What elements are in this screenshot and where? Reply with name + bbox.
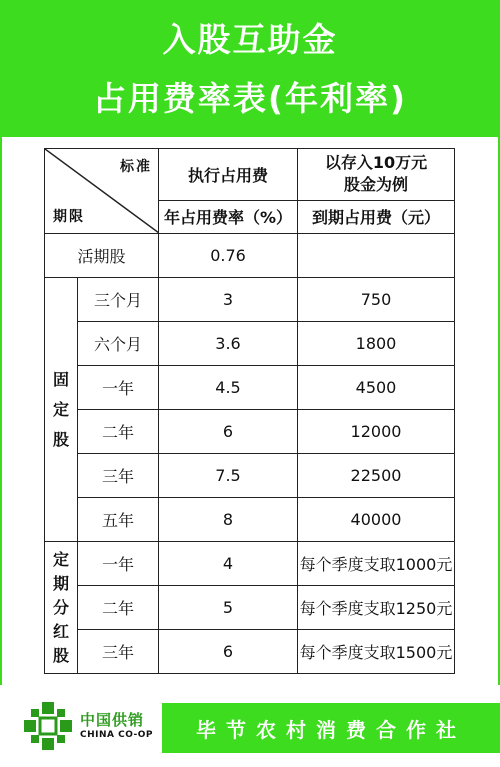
table-row xyxy=(45,586,455,630)
col-header-example-top xyxy=(298,149,455,201)
dividend-share-group-label xyxy=(45,542,78,674)
logo-text-cn: 中国供销 xyxy=(80,711,145,729)
fee-cell: 每个季度支取1250元 xyxy=(298,586,455,630)
rate-cell: 3.6 xyxy=(159,322,298,366)
fee-cell: 22500 xyxy=(298,454,455,498)
fee-cell xyxy=(298,234,455,278)
table-row xyxy=(45,322,455,366)
title-line-2: 占用费率表(年利率) xyxy=(92,79,408,118)
china-coop-logo-icon xyxy=(22,700,74,752)
term-cell: 活期股 xyxy=(45,234,159,278)
group-char: 定 xyxy=(52,399,69,419)
left-border-stripe xyxy=(0,137,2,685)
group-char: 股 xyxy=(52,645,69,665)
group-char: 定 xyxy=(52,549,69,569)
term-cell: 二年 xyxy=(78,410,159,454)
rate-cell: 4 xyxy=(159,542,298,586)
group-char: 固 xyxy=(52,369,69,389)
rate-table xyxy=(44,148,455,674)
fixed-share-group-label xyxy=(45,278,78,542)
term-cell: 二年 xyxy=(78,586,159,630)
group-char: 期 xyxy=(52,573,69,593)
fee-cell: 每个季度支取1000元 xyxy=(298,542,455,586)
table-row xyxy=(45,542,455,586)
group-char: 分 xyxy=(52,597,69,617)
term-cell: 一年 xyxy=(78,542,159,586)
term-cell: 六个月 xyxy=(78,322,159,366)
fee-cell: 12000 xyxy=(298,410,455,454)
fee-cell: 每个季度支取1500元 xyxy=(298,630,455,674)
org-name-banner: 毕节农村消费合作社 xyxy=(162,703,500,753)
footer xyxy=(0,685,500,767)
corner-header-cell xyxy=(45,149,159,234)
group-char: 股 xyxy=(52,429,69,449)
fee-cell: 40000 xyxy=(298,498,455,542)
rate-cell: 0.76 xyxy=(159,234,298,278)
rate-cell: 7.5 xyxy=(159,454,298,498)
fee-cell: 4500 xyxy=(298,366,455,410)
table-row xyxy=(45,454,455,498)
table-row xyxy=(45,410,455,454)
term-cell: 一年 xyxy=(78,366,159,410)
title-banner xyxy=(0,0,500,137)
rate-cell: 6 xyxy=(159,410,298,454)
corner-term-label: 期限 xyxy=(53,209,85,225)
rate-cell: 5 xyxy=(159,586,298,630)
logo-text-en: CHINA CO-OP xyxy=(80,730,154,740)
rate-cell: 3 xyxy=(159,278,298,322)
col-header-rate-top: 执行占用费 xyxy=(159,149,298,201)
table-row xyxy=(45,366,455,410)
table-row xyxy=(45,630,455,674)
term-cell: 五年 xyxy=(78,498,159,542)
table-row-demand xyxy=(45,234,455,278)
title-line-1: 入股互助金 xyxy=(162,20,338,59)
col-header-rate-bottom: 年占用费率（%） xyxy=(159,200,298,233)
rate-cell: 8 xyxy=(159,498,298,542)
group-char: 红 xyxy=(52,621,69,641)
rate-cell: 4.5 xyxy=(159,366,298,410)
term-cell: 三个月 xyxy=(78,278,159,322)
term-cell: 三年 xyxy=(78,454,159,498)
col-header-example-line1: 以存入10万元 xyxy=(324,153,428,173)
table-row xyxy=(45,278,455,322)
col-header-example-line2: 股金为例 xyxy=(343,175,408,195)
rate-cell: 6 xyxy=(159,630,298,674)
term-cell: 三年 xyxy=(78,630,159,674)
col-header-fee-bottom: 到期占用费（元） xyxy=(298,200,455,233)
table-row xyxy=(45,498,455,542)
fee-cell: 1800 xyxy=(298,322,455,366)
corner-standard-label: 标准 xyxy=(120,159,152,175)
fee-cell: 750 xyxy=(298,278,455,322)
